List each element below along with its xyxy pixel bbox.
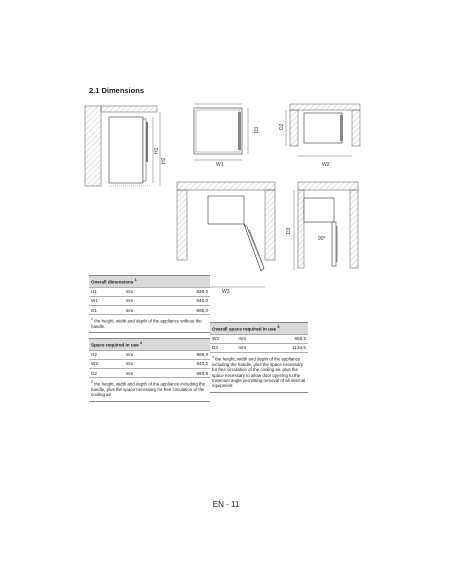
label-h2: H2 (161, 157, 167, 164)
table-row: D2 mm 692,8 (89, 368, 210, 377)
niche-top-view-drawing (279, 104, 360, 168)
top-view-drawing (194, 104, 260, 168)
label-d2: D2 (279, 123, 285, 130)
label-angle: 90° (318, 236, 326, 242)
section-title: 2.1 Dimensions (89, 86, 145, 95)
table-row: W1 mm 540,0 (89, 296, 210, 305)
table-row: D3 mm 1134,5 (210, 343, 308, 352)
overall-dimensions-title: Overall dimensions $^1$ (89, 276, 210, 288)
page-number: EN - 11 (212, 500, 240, 509)
space-required-title: Space required in use $^2$ (89, 339, 210, 351)
table-row: W3 mm 658,5 (210, 334, 308, 343)
overall-dimensions-table (89, 275, 210, 333)
label-d1: D1 (254, 126, 260, 133)
table-row: H2 mm 988,0 (89, 350, 210, 359)
overall-space-note: $^3$ the height, width and depth of the appliance including the handle, plus the space necessary for free circulation of the cooling air, plus the space necessary to allow door opening to the minimum angle permitting removal of all internal equipment (210, 352, 308, 392)
table-row: D1 mm 595,0 (89, 305, 210, 314)
overall-space-title: Overall space required in use $^3$ (210, 323, 308, 335)
label-w3: W3 (222, 289, 230, 295)
space-required-table (89, 338, 210, 402)
open-door-90-drawing (286, 182, 358, 270)
label-h1: H1 (154, 147, 160, 154)
overall-dimensions-note: $^1$ the height, width and depth of the appliance without the handle. (89, 315, 210, 333)
table-row: H1 mm 838,0 (89, 287, 210, 296)
space-required-note: $^2$ the height, width and depth of the appliance including the handle, plus the space necessary for free circulation of the cooling air (89, 378, 210, 402)
label-d3: D3 (286, 227, 292, 234)
table-row: W2 mm 640,0 (89, 359, 210, 368)
overall-space-table (210, 322, 308, 393)
side-view-drawing (85, 106, 167, 186)
label-w1: W1 (216, 162, 224, 168)
label-w2: W2 (322, 162, 330, 168)
